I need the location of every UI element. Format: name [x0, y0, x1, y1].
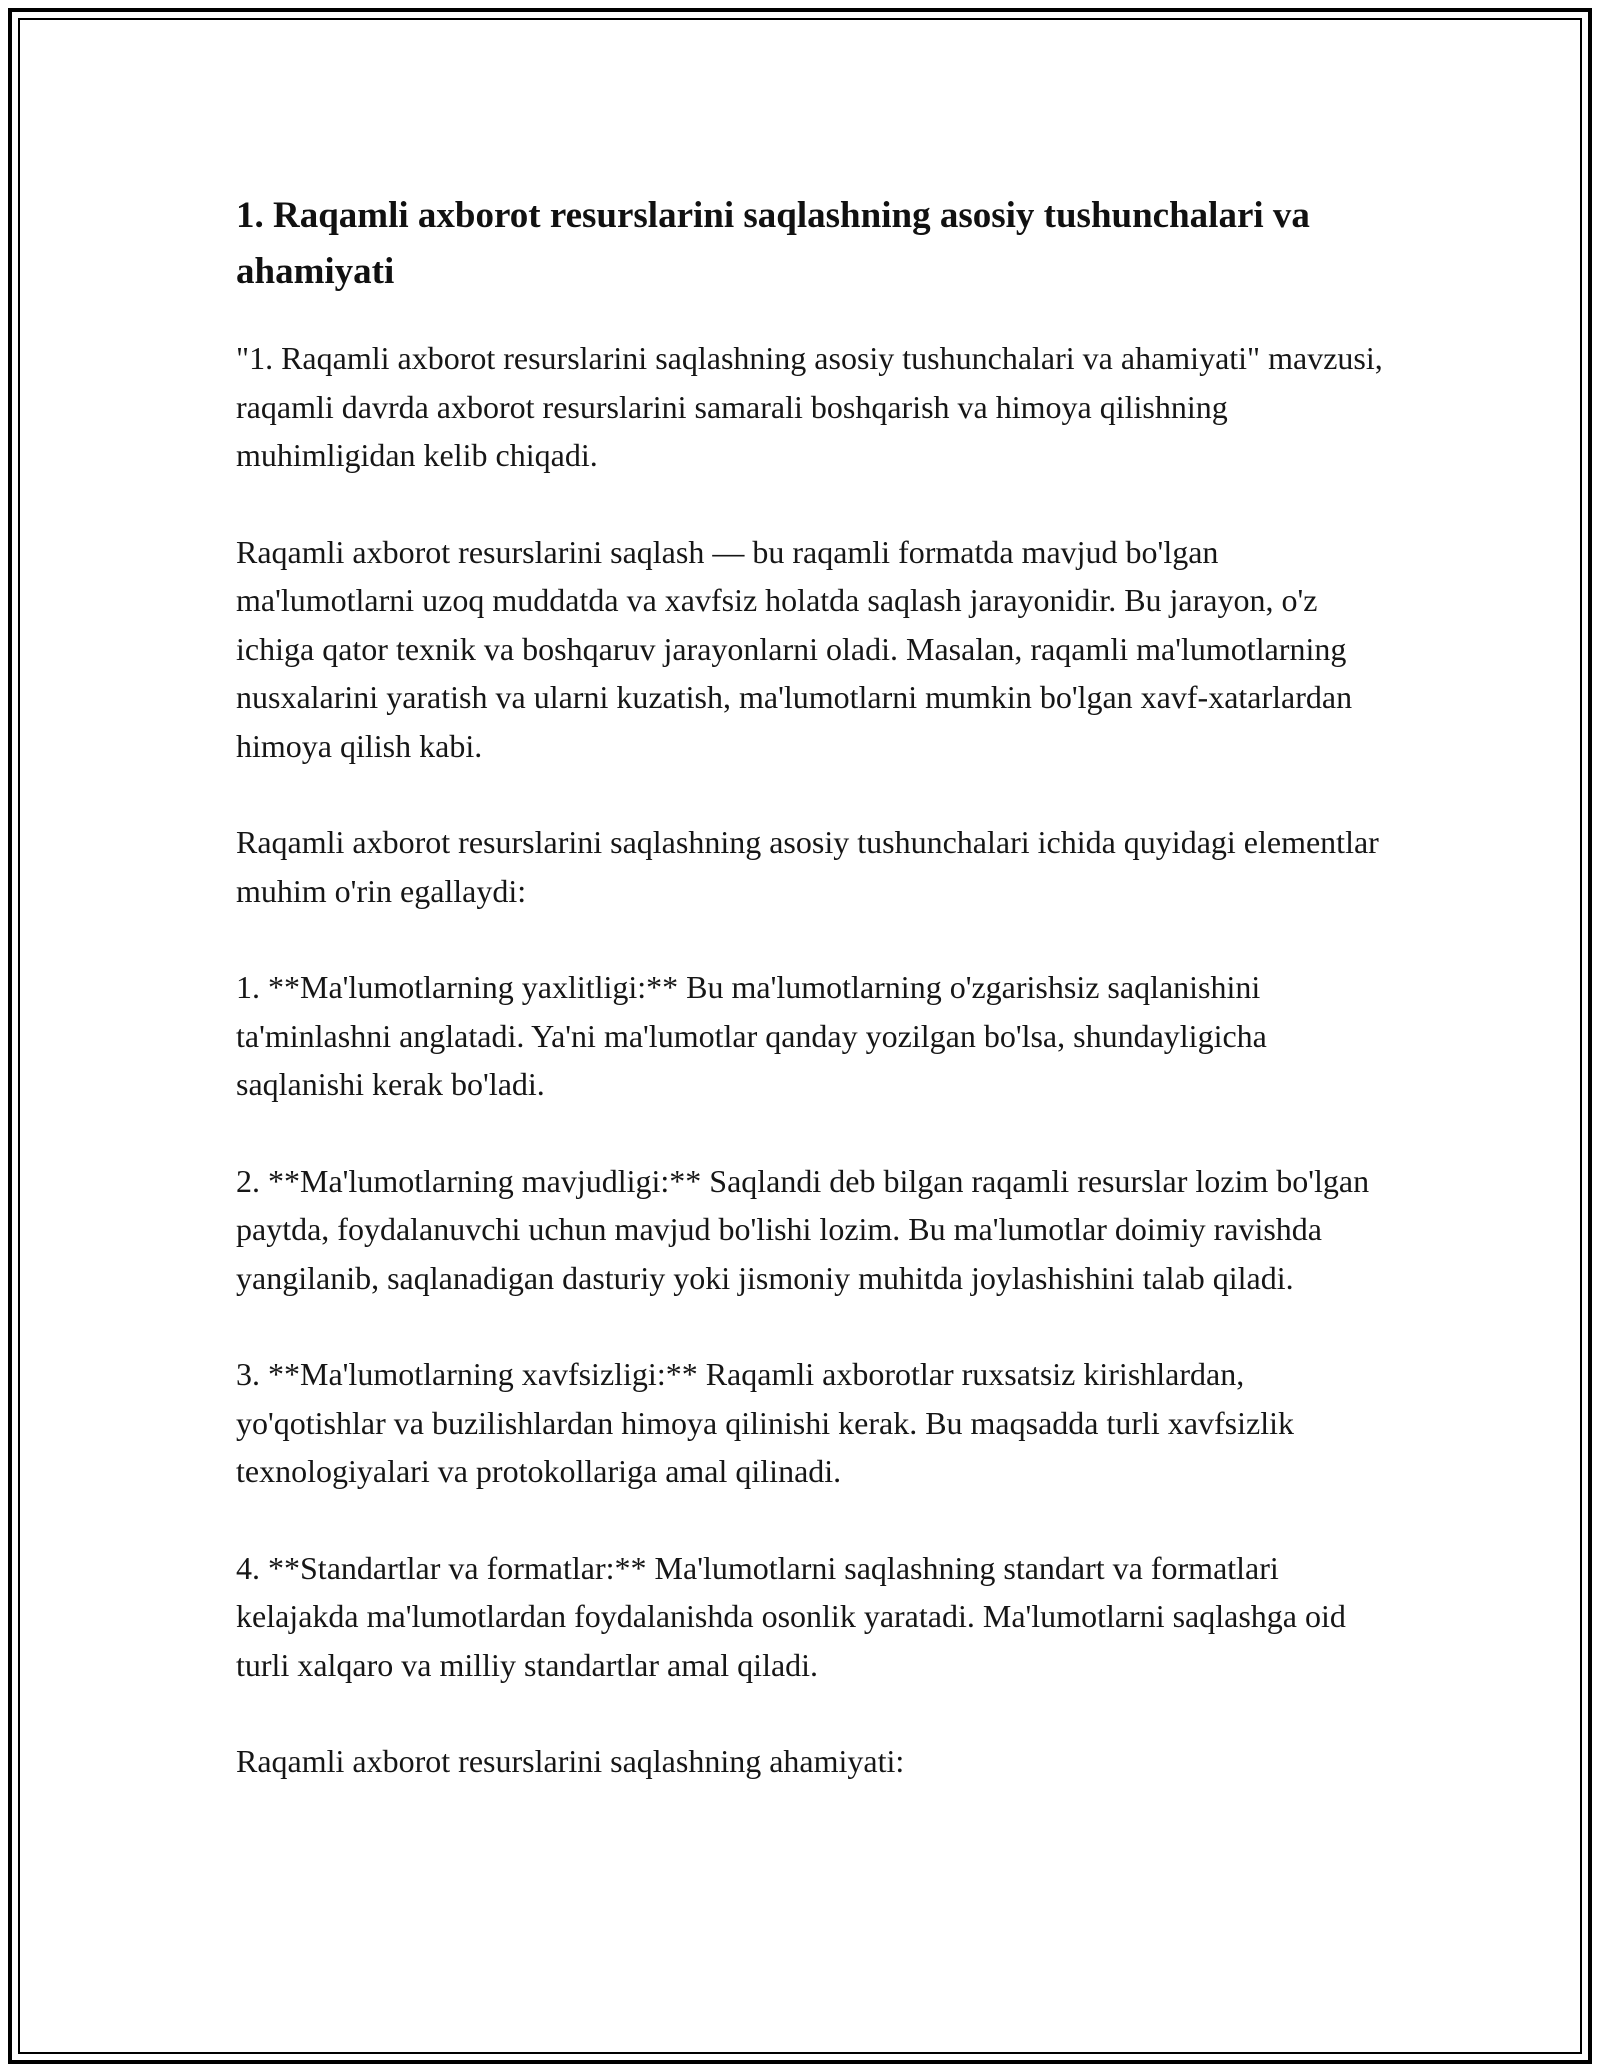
paragraph-intro: "1. Raqamli axborot resurslarini saqlashning asosiy tushunchalari va ahamiyati" mavzusi, raqamli davrda axborot resurslarini samarali boshqarish va himoya qilishning muhimligidan kelib chiqadi. — [236, 340, 1383, 473]
list-item-standards: 4. **Standartlar va formatlar:** Ma'lumotlarni saqlashning standart va formatlari kelajakda ma'lumotlardan foydalanishda osonlik yaratadi. Ma'lumotlarni saqlashga oid turli xalqaro va milliy standartlar amal qiladi. — [236, 1549, 1346, 1683]
paragraph-elements-intro: Raqamli axborot resurslarini saqlashning asosiy tushunchalari ichida quyidagi elementlar muhim o'rin egallaydi: — [236, 824, 1379, 909]
document-heading: 1. Raqamli axborot resurslarini saqlashning asosiy tushunchalari va ahamiyati — [236, 195, 1310, 292]
list-item-integrity: 1. **Ma'lumotlarning yaxlitligi:** Bu ma'lumotlarning o'zgarishsiz saqlanishini ta'minlashni anglatadi. Ya'ni ma'lumotlar qanday yozilgan bo'lsa, shundayligicha saqlanishi kerak bo'ladi. — [236, 969, 1267, 1102]
paragraph-definition: Raqamli axborot resurslarini saqlash — bu raqamli formatda mavjud bo'lgan ma'lumotlarni uzoq muddatda va xavfsiz holatda saqlash jarayonidir. Bu jarayon, o'z ichiga qator texnik va boshqaruv jarayonlarni oladi. Masalan, raqamli ma'lumotlarning nusxalarini yaratish va ularni kuzatish, ma'lumotlarni mumkin bo'lgan xavf-xatarlardan himoya qilish kabi. — [236, 533, 1353, 764]
list-item-availability: 2. **Ma'lumotlarning mavjudligi:** Saqlandi deb bilgan raqamli resurslar lozim bo'lgan paytda, foydalanuvchi uchun mavjud bo'lishi lozim. Bu ma'lumotlar doimiy ravishda yangilanib, saqlanadigan dasturiy yoki jismoniy muhitda joylashishini talab qiladi. — [236, 1162, 1370, 1296]
list-item-security: 3. **Ma'lumotlarning xavfsizligi:** Raqamli axborotlar ruxsatsiz kirishlardan, yo'qotishlar va buzilishlardan himoya qilinishi kerak. Bu maqsadda turli xavfsizlik texnologiyalari va protokollariga amal qilinadi. — [236, 1356, 1294, 1489]
paragraph-importance: Raqamli axborot resurslarini saqlashning ahamiyati: — [236, 1743, 905, 1779]
document-body — [236, 188, 1386, 1786]
